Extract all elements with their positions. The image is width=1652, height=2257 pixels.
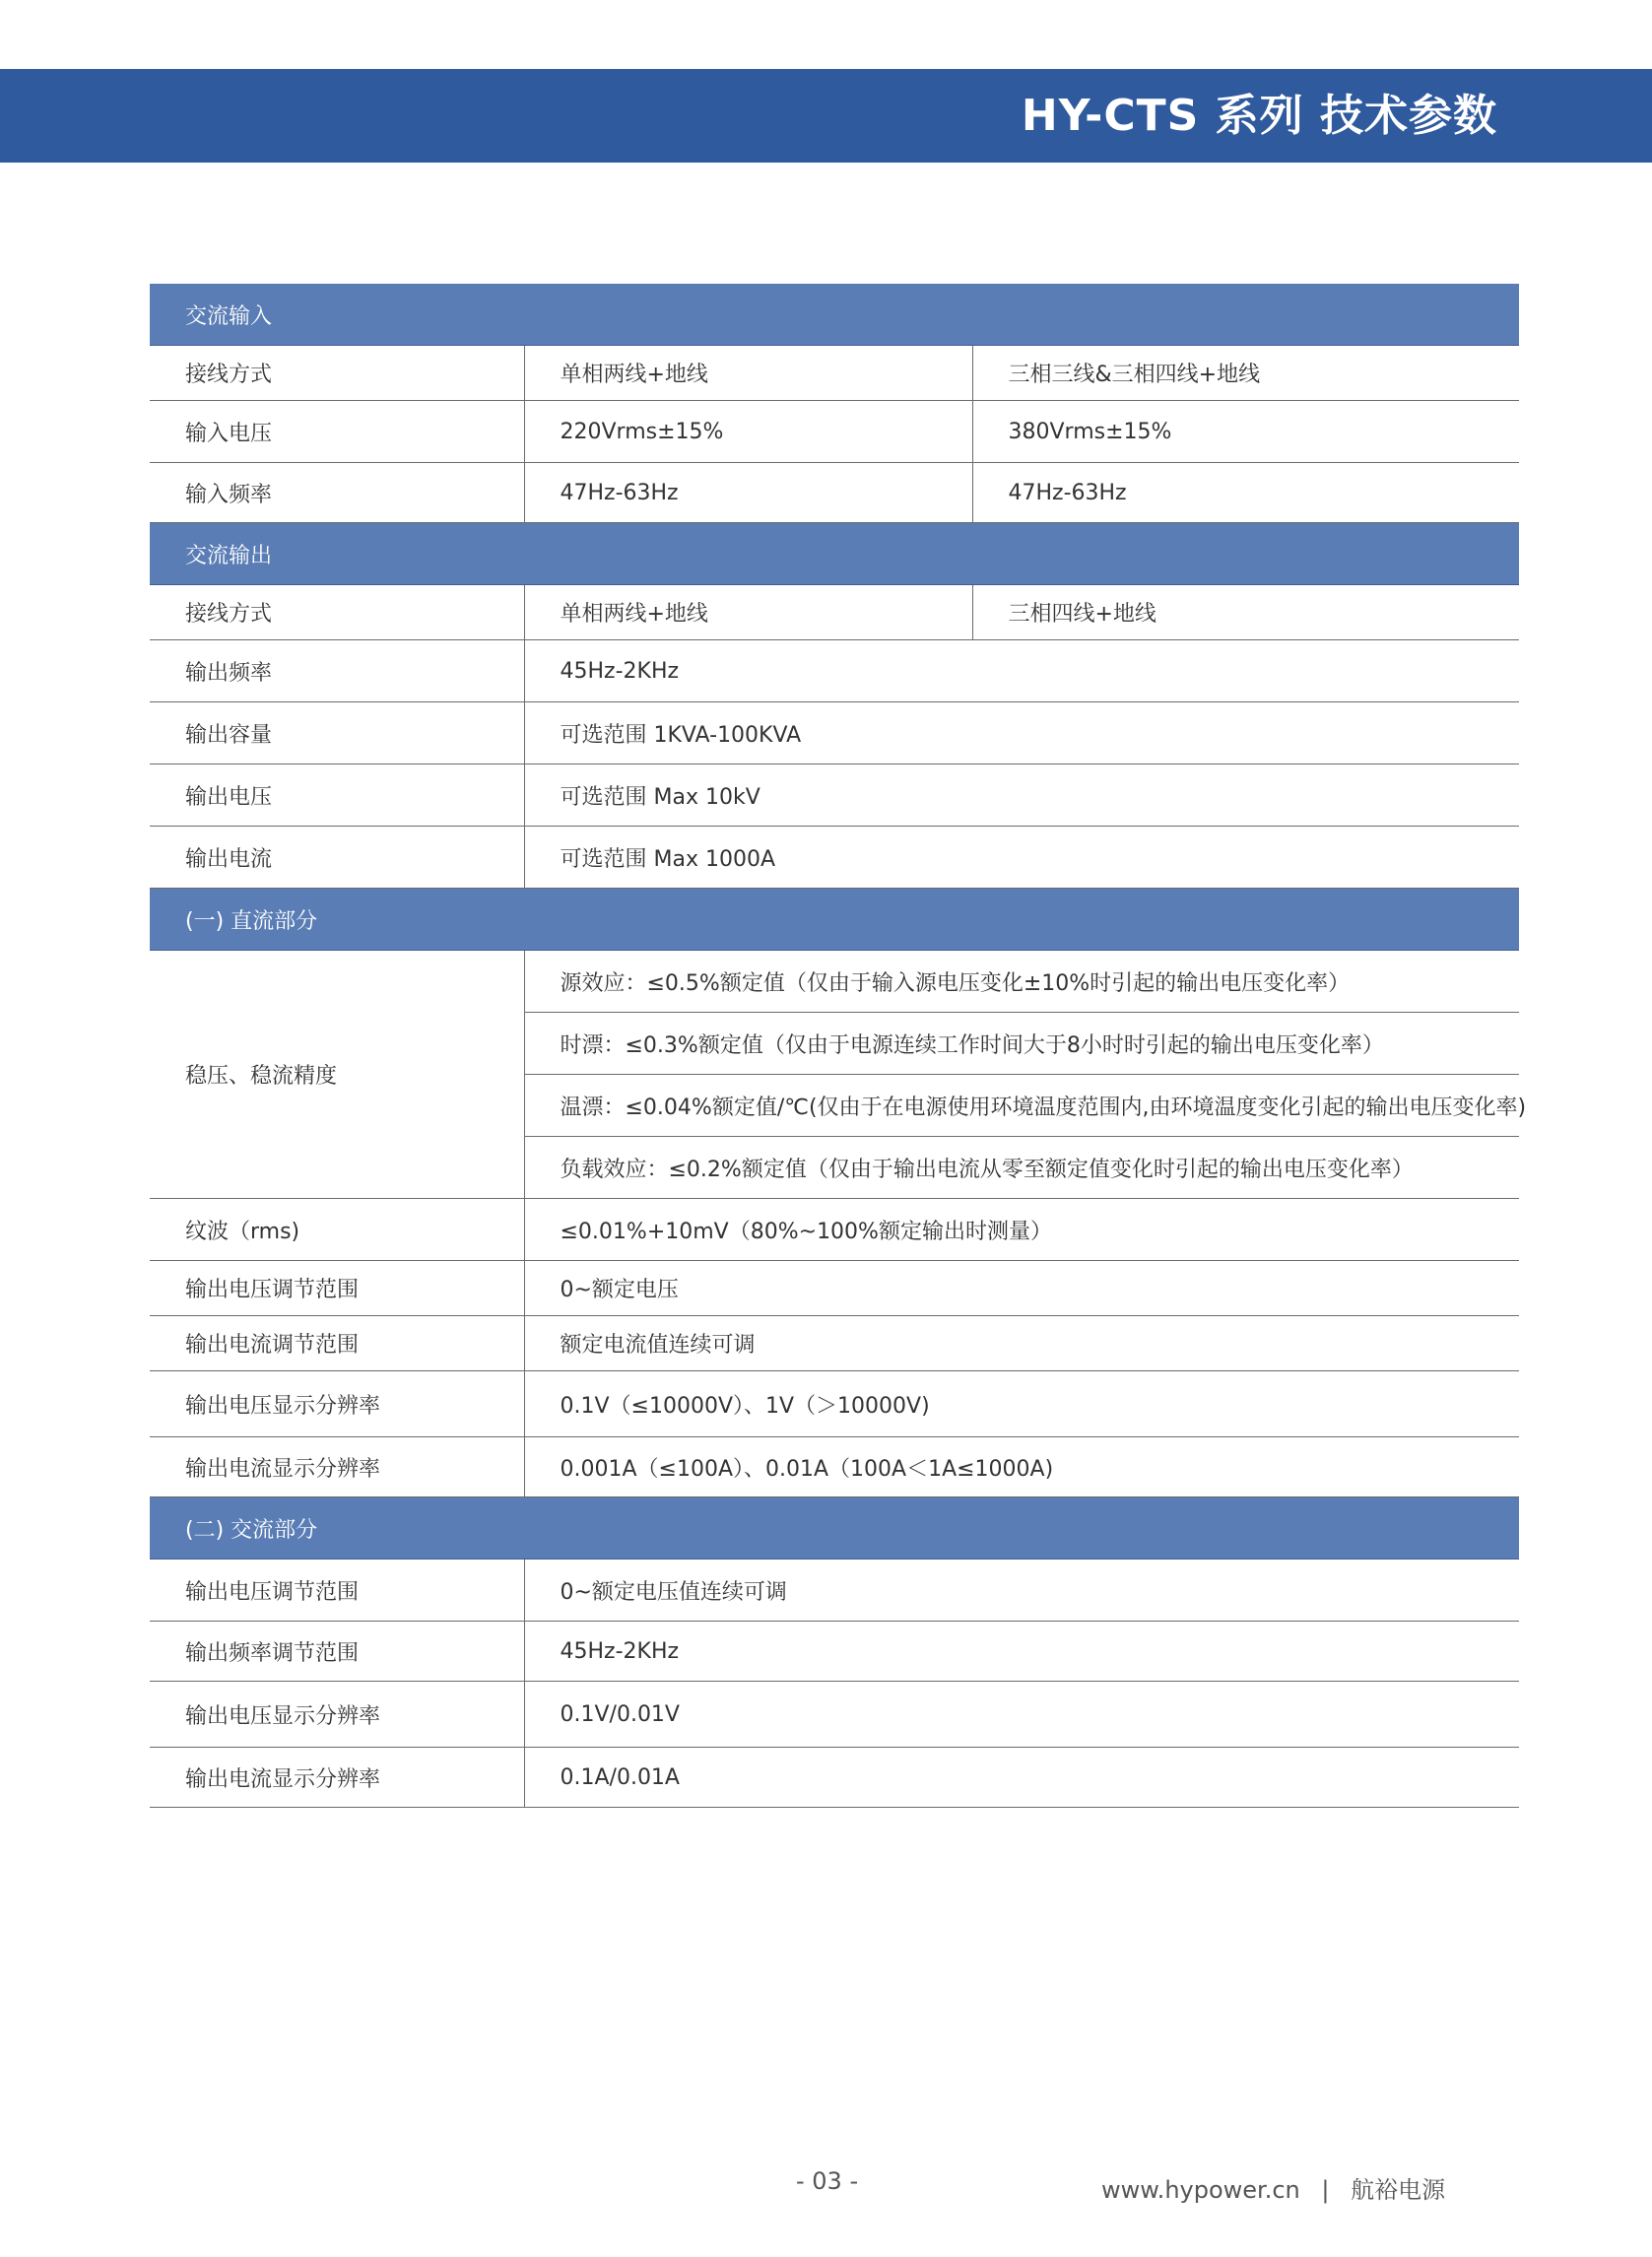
table-row	[150, 1748, 1519, 1808]
row-value: 47Hz-63Hz	[524, 463, 972, 523]
row-label: 稳压、稳流精度	[150, 951, 524, 1199]
row-value: 0~额定电压值连续可调	[524, 1560, 1519, 1622]
row-label: 输出电压调节范围	[150, 1560, 524, 1622]
page-number: - 03 -	[796, 2167, 859, 2195]
table-row	[150, 1437, 1519, 1497]
header-bar	[0, 69, 1652, 163]
row-label: 输出电流	[150, 827, 524, 889]
section-title: 交流输出	[150, 523, 1519, 585]
section-title: (一) 直流部分	[150, 889, 1519, 951]
table-row	[150, 1622, 1519, 1682]
row-value: 0.001A（≤100A）、0.01A（100A＜1A≤1000A)	[524, 1437, 1519, 1497]
section-ac-input	[150, 284, 1519, 346]
row-value: ≤0.01%+10mV（80%~100%额定输出时测量）	[524, 1199, 1519, 1261]
row-value: 源效应：≤0.5%额定值（仅由于输入源电压变化±10%时引起的输出电压变化率）	[524, 951, 1519, 1013]
table-row	[150, 346, 1519, 401]
spec-table	[150, 284, 1527, 1808]
row-value: 0~额定电压	[524, 1261, 1519, 1316]
website-link[interactable]: www.hypower.cn	[1101, 2176, 1300, 2204]
row-value: 可选范围 Max 1000A	[524, 827, 1519, 889]
table-row	[150, 951, 1519, 1013]
row-value: 45Hz-2KHz	[524, 1622, 1519, 1682]
table-row	[150, 1316, 1519, 1371]
row-label: 输出容量	[150, 702, 524, 764]
row-value: 0.1V/0.01V	[524, 1682, 1519, 1748]
row-value: 单相两线+地线	[524, 585, 972, 640]
row-label: 输出频率调节范围	[150, 1622, 524, 1682]
table-row	[150, 1371, 1519, 1437]
row-label: 输出电压	[150, 764, 524, 827]
row-label: 输出电压调节范围	[150, 1261, 524, 1316]
page-title: HY-CTS 系列 技术参数	[1021, 91, 1497, 141]
table-row	[150, 401, 1519, 463]
table-row	[150, 1261, 1519, 1316]
row-value: 380Vrms±15%	[972, 401, 1519, 463]
row-value: 温漂：≤0.04%额定值/℃(仅由于在电源使用环境温度范围内,由环境温度变化引起的输出电压变化率)	[524, 1075, 1519, 1137]
table-row	[150, 827, 1519, 889]
row-label: 纹波（rms)	[150, 1199, 524, 1261]
table-row	[150, 1560, 1519, 1622]
table-row	[150, 1682, 1519, 1748]
section-title: 交流输入	[150, 284, 1519, 346]
section-ac-part	[150, 1497, 1519, 1560]
row-label: 输出电流调节范围	[150, 1316, 524, 1371]
row-label: 输出电压显示分辨率	[150, 1371, 524, 1437]
row-label: 输入电压	[150, 401, 524, 463]
row-label: 输出电流显示分辨率	[150, 1437, 524, 1497]
section-ac-output	[150, 523, 1519, 585]
row-value: 220Vrms±15%	[524, 401, 972, 463]
row-value: 0.1A/0.01A	[524, 1748, 1519, 1808]
table-row	[150, 640, 1519, 702]
table-row	[150, 702, 1519, 764]
row-label: 接线方式	[150, 346, 524, 401]
row-value: 时漂：≤0.3%额定值（仅由于电源连续工作时间大于8小时时引起的输出电压变化率）	[524, 1013, 1519, 1075]
row-value: 单相两线+地线	[524, 346, 972, 401]
company-name: 航裕电源	[1351, 2176, 1446, 2204]
footer-separator: |	[1321, 2176, 1330, 2204]
row-label: 输出电压显示分辨率	[150, 1682, 524, 1748]
row-value: 三相四线+地线	[972, 585, 1519, 640]
table-row	[150, 764, 1519, 827]
row-label: 接线方式	[150, 585, 524, 640]
row-value: 负载效应：≤0.2%额定值（仅由于输出电流从零至额定值变化时引起的输出电压变化率）	[524, 1137, 1519, 1199]
table-row	[150, 1199, 1519, 1261]
row-value: 额定电流值连续可调	[524, 1316, 1519, 1371]
row-value: 0.1V（≤10000V）、1V（＞10000V)	[524, 1371, 1519, 1437]
row-label: 输出频率	[150, 640, 524, 702]
row-label: 输入频率	[150, 463, 524, 523]
row-value: 45Hz-2KHz	[524, 640, 1519, 702]
table-row	[150, 585, 1519, 640]
footer-site	[1101, 2170, 1445, 2205]
row-value: 三相三线&三相四线+地线	[972, 346, 1519, 401]
row-value: 47Hz-63Hz	[972, 463, 1519, 523]
row-value: 可选范围 1KVA-100KVA	[524, 702, 1519, 764]
row-value: 可选范围 Max 10kV	[524, 764, 1519, 827]
section-title: (二) 交流部分	[150, 1497, 1519, 1560]
section-dc-part	[150, 889, 1519, 951]
row-label: 输出电流显示分辨率	[150, 1748, 524, 1808]
table-row	[150, 463, 1519, 523]
